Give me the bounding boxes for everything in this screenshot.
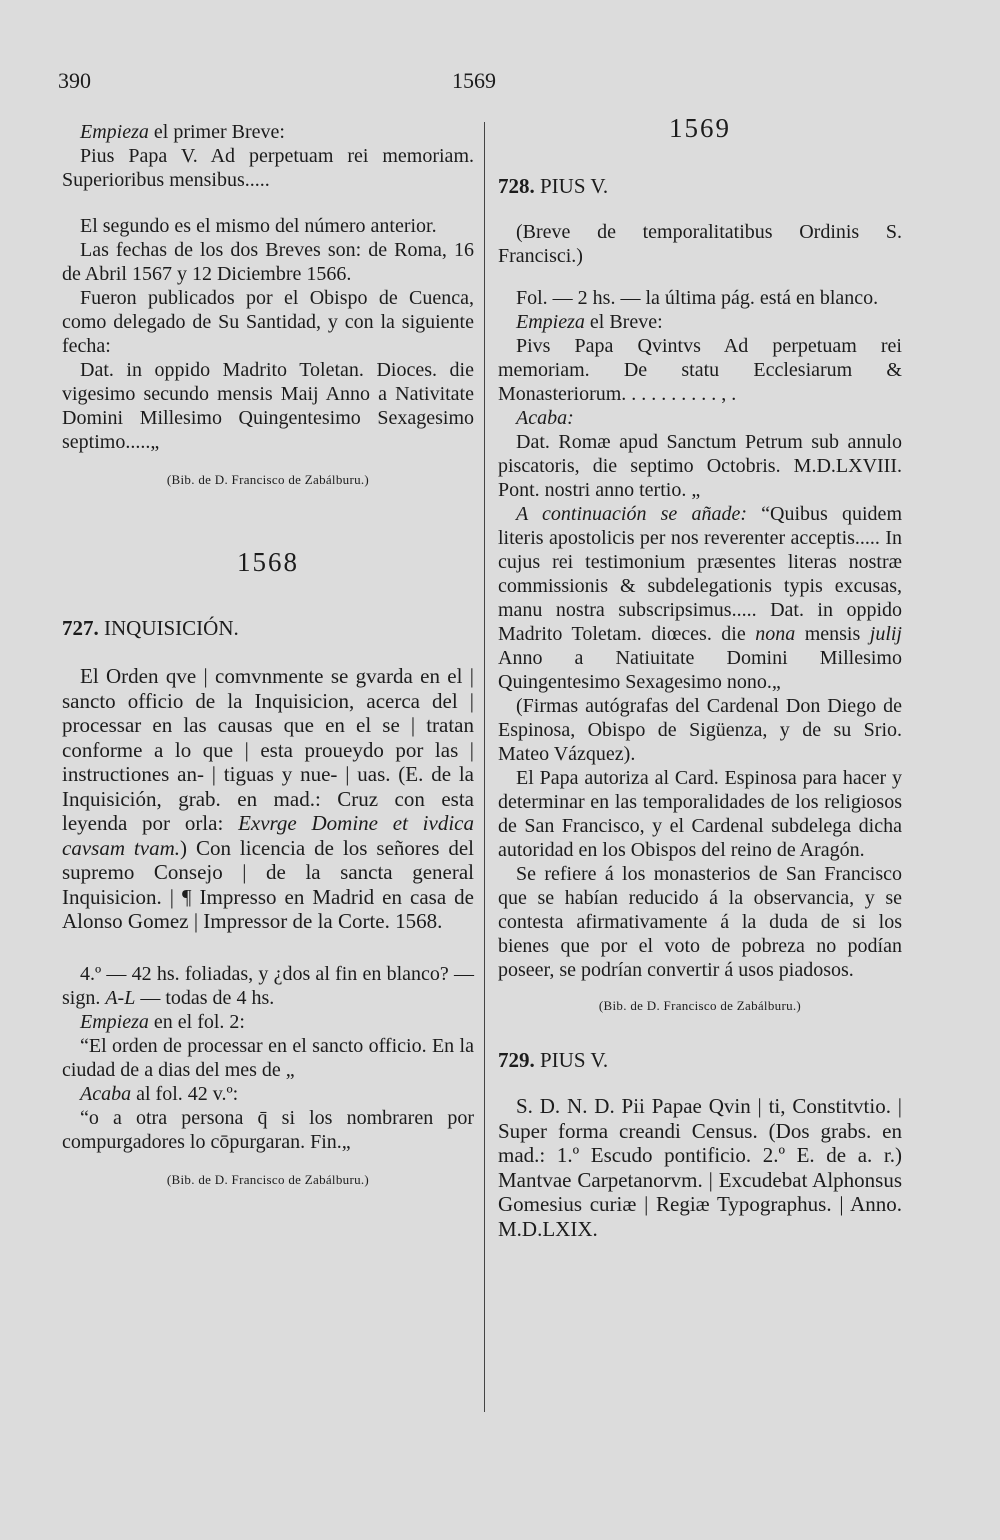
explicit-line [62,1082,474,1106]
continuation-italic: nona [755,623,796,645]
physical-description: Fol. — 2 hs. — la última pág. está en blanco. [516,287,879,309]
incipit-rest: el Breve: [584,311,663,333]
source-note: (Bib. de D. Francisco de Zabálburu.) [166,472,370,487]
entry-body-text: ) Con licencia de los señores del supremo Consejo | de la sancta general Inquisicion. | ¶ Impresso en Madrid en casa de Alonso Gomez | Impressor de la Corte. 1568. [62,835,474,933]
page-number: 390 [58,68,91,93]
explicit-text: “o a otra persona q̄ si los nombraren por compurgadores lo cōpurgaran. Fin.„ [62,1106,474,1153]
incipit-line [62,120,474,144]
entry-number: 728. [498,174,535,198]
paragraph: El segundo es el mismo del número anterior. [80,215,437,237]
explicit-text: Dat. Romæ apud Sanctum Petrum sub annulo piscatoris, die septimo Octobris. M.D.LXVIII. Pont. nostri anno tertio. „ [498,431,902,501]
legend-text: Exvrge Domine et ivdica cavsam tvam. [62,811,474,860]
source-note: (Bib. de D. Francisco de Zabálburu.) [166,1171,370,1187]
entry-body [62,664,474,934]
continuation-text: Anno a Natiuitate Domini Millesimo Quingentesimo Sexagesimo nono.„ [498,647,902,693]
physical-description [62,962,474,1010]
incipit-label: Empieza [516,311,585,333]
paragraph: Las fechas de los dos Breves son: de Roma, 16 de Abril 1567 y 12 Diciembre 1566. [62,239,474,285]
paragraph: Se refiere á los monasterios de San Francisco que se habían reducido á la observancia, y se contesta afirmativamente á la duda de si los bienes que por el voto de pobreza no podían poseer, se podrían convertir á usos piadosos. [498,863,902,981]
source-note: (Bib. de D. Francisco de Zabálburu.) [598,998,802,1013]
entry-body: S. D. N. D. Pii Papae Qvin | ti, Constitvtio. | Super forma creandi Census. (Dos grabs. en mad.: 1.º Escudo pontificio. 2.º E. de a. r.) Mantvae Carpetanorvm. | Excudebat Alphonsus Gomesius curiæ | Regiæ Typographus. | Anno. M.D.LXIX. [498,1094,902,1241]
column-divider [484,122,485,1412]
incipit-text: “El orden de processar en el sancto officio. En la ciudad de a dias del mes de „ [62,1034,474,1081]
running-header-year: 1569 [452,68,496,93]
explicit-label: Acaba [80,1082,132,1105]
incipit-rest: en el fol. 2: [148,1010,245,1033]
incipit-rest: el primer Breve: [148,121,285,143]
description-text: 4.º — 42 hs. foliadas, y ¿dos al fin en blanco? — sign. [62,962,474,1009]
paragraph: Fueron publicados por el Obispo de Cuenca, como delegado de Su Santidad, y con la siguiente fecha: [62,287,474,357]
paragraph: Dat. in oppido Madrito Toletan. Dioces. die vigesimo secundo mensis Maij Anno a Nativitate Domini Millesimo Quingentesimo Sexagesimo septimo.....„ [62,359,474,453]
incipit-text: Pius Papa V. Ad perpetuam rei memoriam. Superioribus mensibus..... [62,145,474,191]
continuation-text: “Quibus quidem literis apostolicis per nos reverenter acceptis..... In cujus rei testimonium præsentes literas nostræ commissionis & subdelegationis typis excusas, manu nostra subscripsimus..... Dat. in oppido Madrito Toletam. diœces. die [498,503,902,645]
incipit-label: Empieza [80,1010,149,1033]
continuation [498,502,902,694]
incipit-line [498,310,902,334]
left-column [62,120,474,1192]
explicit-label: Acaba: [516,407,574,429]
paragraph: El Papa autoriza al Card. Espinosa para hacer y determinar en las temporalidades de los religiosos de San Francisco, y el Cardenal subdelega dicha autoridad en los Obispos del reino de Aragón. [498,767,902,861]
signature-range: A-L [105,986,136,1009]
entry-heading [498,1048,902,1072]
continuation-text: mensis [795,623,870,645]
entry-title: PIUS V. [534,1048,609,1072]
entry-title: PIUS V. [534,174,609,198]
continuation-label: A continuación se añade: [516,503,747,525]
entry-number: 727. [62,616,99,640]
entry-title-text: (Breve de temporalitatibus Ordinis S. Francisci.) [498,221,902,267]
continuation-italic: julij [869,623,902,645]
incipit-line [62,1010,474,1034]
description-text: — todas de 4 hs. [135,986,275,1009]
spacer [62,192,474,214]
entry-heading [498,174,902,198]
signatures-note: (Firmas autógrafas del Cardenal Don Diego de Espinosa, Obispo de Sigüenza, y de su Srio. Mateo Vázquez). [498,695,902,765]
explicit-rest: al fol. 42 v.º: [131,1082,239,1105]
section-year: 1569 [669,113,731,143]
incipit-label: Empieza [80,121,149,143]
incipit-text: Pivs Papa Qvintvs Ad perpetuam rei memoriam. De statu Ecclesiarum & Monasteriorum. . . . . . . . . . , . [498,335,902,405]
section-year: 1568 [237,547,299,577]
entry-body-text: El Orden qve | comvnmente se gvarda en el | sancto officio de la Inquisicion, acerca del | processar en las causas que en el se | tratan conforme a lo que | esta proueydo por las | instructiones an- | tiguas y nue- | uas. (E. de la Inquisición, grab. en mad.: Cruz con esta leyenda por orla: [62,664,474,835]
right-column [498,113,902,1241]
entry-title: INQUISICIÓN. [98,616,239,640]
entry-heading [62,616,474,640]
entry-number: 729. [498,1048,535,1072]
